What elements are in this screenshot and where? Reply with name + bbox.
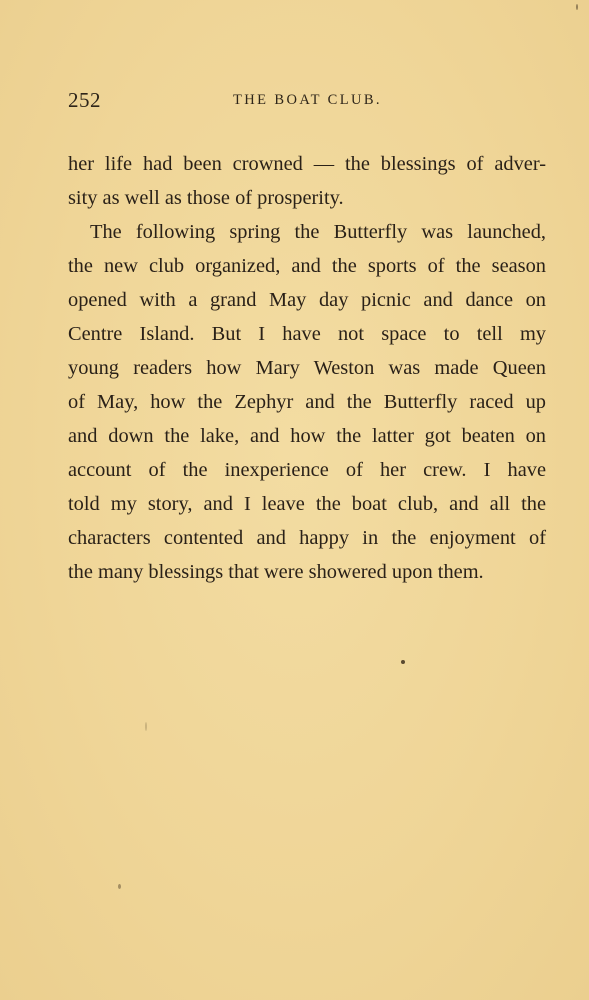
paragraph-1 [68,147,546,215]
page-number: 252 [68,88,101,112]
text-line: The following spring the Butterfly was launched, [90,221,546,243]
text-line: and down the lake, and how the latter got beaten on [68,425,546,447]
text-line: young readers how Mary Weston was made Queen [68,357,546,379]
body-text [68,147,546,589]
text-line: her life had been crowned — the blessings of adver- [68,153,546,175]
ink-speck [401,660,405,664]
text-line: characters contented and happy in the enjoyment of [68,527,546,549]
ink-speck [145,722,147,731]
text-line: the many blessings that were showered upon them. [68,561,484,583]
text-line: opened with a grand May day picnic and dance on [68,289,546,311]
text-line: Centre Island. But I have not space to tell my [68,323,546,345]
text-line: of May, how the Zephyr and the Butterfly raced up [68,391,546,413]
running-head: THE BOAT CLUB. [233,92,382,108]
text-line: sity as well as those of prosperity. [68,187,344,209]
text-line: account of the inexperience of her crew. I have [68,459,546,481]
ink-speck [576,4,578,10]
text-line: the new club organized, and the sports of the season [68,255,546,277]
paragraph-2 [68,215,546,589]
text-line: told my story, and I leave the boat club, and all the [68,493,546,515]
ink-speck [118,884,121,889]
page-header [68,88,546,118]
